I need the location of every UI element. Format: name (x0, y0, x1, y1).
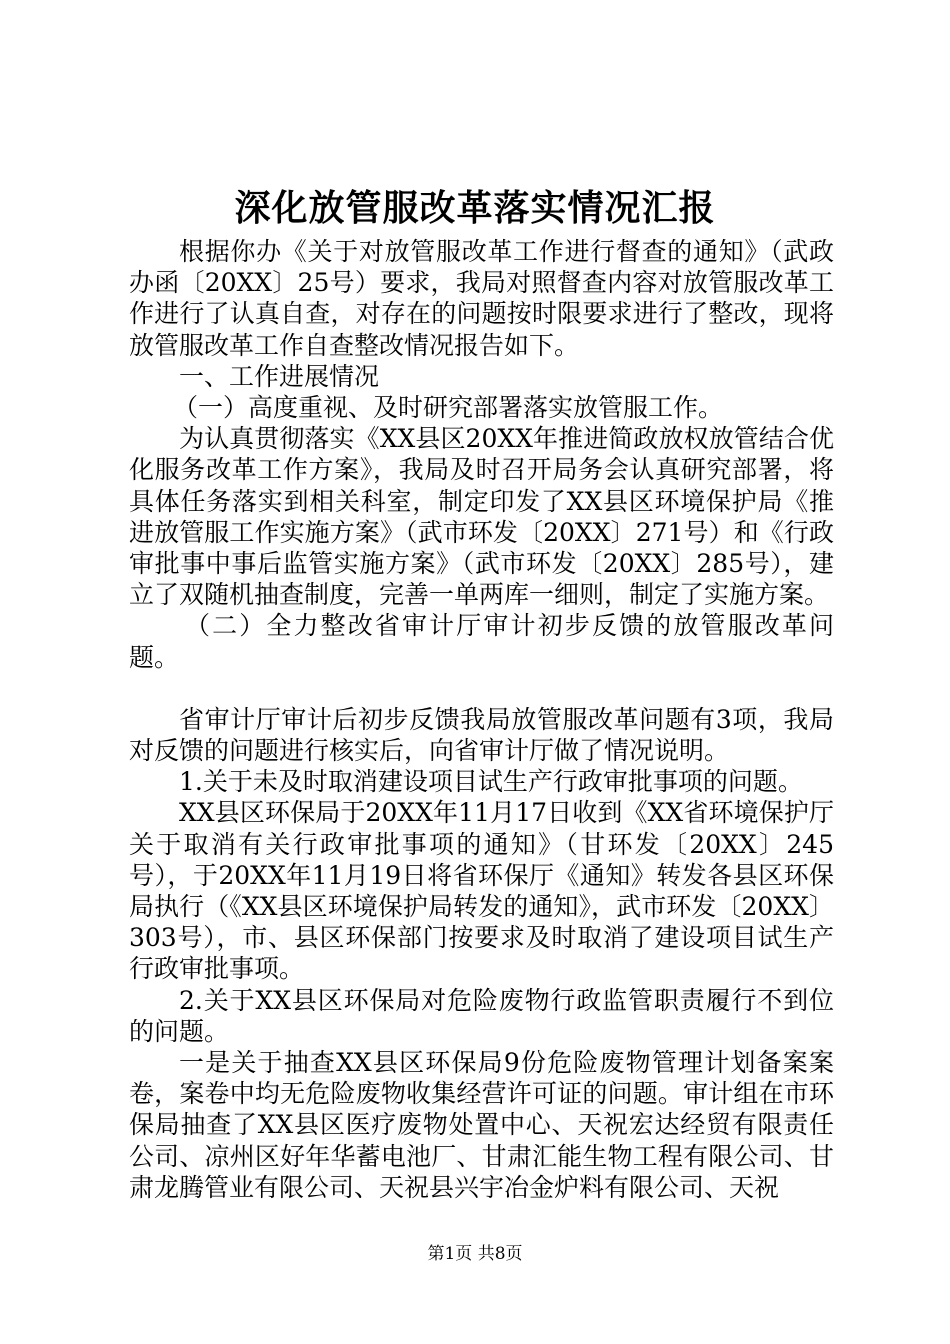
item-heading-1: 1.关于未及时取消建设项目试生产行政审批事项的问题。 (179, 767, 803, 797)
document-body (129, 236, 834, 1203)
section-heading-1: 一、工作进展情况 (179, 361, 380, 391)
page-footer: 第1页 共8页 (427, 1244, 523, 1264)
paragraph-3: XX县区环保局于20XX年11月17日收到《XX省环境保护厅关于取消有关行政审批事项的通知》（甘环发〔20XX〕245号），于20XX年11月19日将省环保厅《通知》转发各县区环保局执行（《XX县区环境保护局转发的通知》，武市环发〔20XX〕303号），市、县区环保部门按要求及时取消了建设项目试生产行政审批事项。 (129, 798, 834, 984)
subsection-heading-2: （二）全力整改省审计厅审计初步反馈的放管服改革问题。 (129, 611, 834, 672)
subsection-heading-1: （一）高度重视、及时研究部署落实放管服工作。 (173, 393, 724, 423)
blank-line (129, 673, 834, 704)
document-title: 深化放管服改革落实情况汇报 (234, 187, 716, 229)
item-heading-2: 2.关于XX县区环保局对危险废物行政监管职责履行不到位的问题。 (129, 985, 834, 1046)
paragraph-4: 一是关于抽查XX县区环保局9份危险废物管理计划备案案卷，案卷中均无危险废物收集经营许可证的问题。审计组在市环保局抽查了XX县区医疗废物处置中心、天祝宏达经贸有限责任公司、凉州区好年华蓄电池厂、甘肃汇能生物工程有限公司、甘肃龙腾管业有限公司、天祝县兴宇冶金炉料有限公司、天祝 (129, 1048, 834, 1202)
paragraph-2: 省审计厅审计后初步反馈我局放管服改革问题有3项，我局对反馈的问题进行核实后，向省审计厅做了情况说明。 (129, 704, 834, 766)
paragraph-1: 为认真贯彻落实《XX县区20XX年推进简政放权放管结合优化服务改革工作方案》，我局及时召开局务会认真研究部署，将具体任务落实到相关科室，制定印发了XX县区环境保护局《推进放管服工作实施方案》（武市环发〔20XX〕271号）和《行政审批事中事后监管实施方案》（武市环发〔20XX〕285号），建立了双随机抽查制度，完善一单两库一细则，制定了实施方案。 (129, 424, 834, 610)
paragraph-intro: 根据你办《关于对放管服改革工作进行督查的通知》（武政办函〔20XX〕25号）要求，我局对照督查内容对放管服改革工作进行了认真自查，对存在的问题按时限要求进行了整改，现将放管服改革工作自查整改情况报告如下。 (129, 237, 834, 360)
